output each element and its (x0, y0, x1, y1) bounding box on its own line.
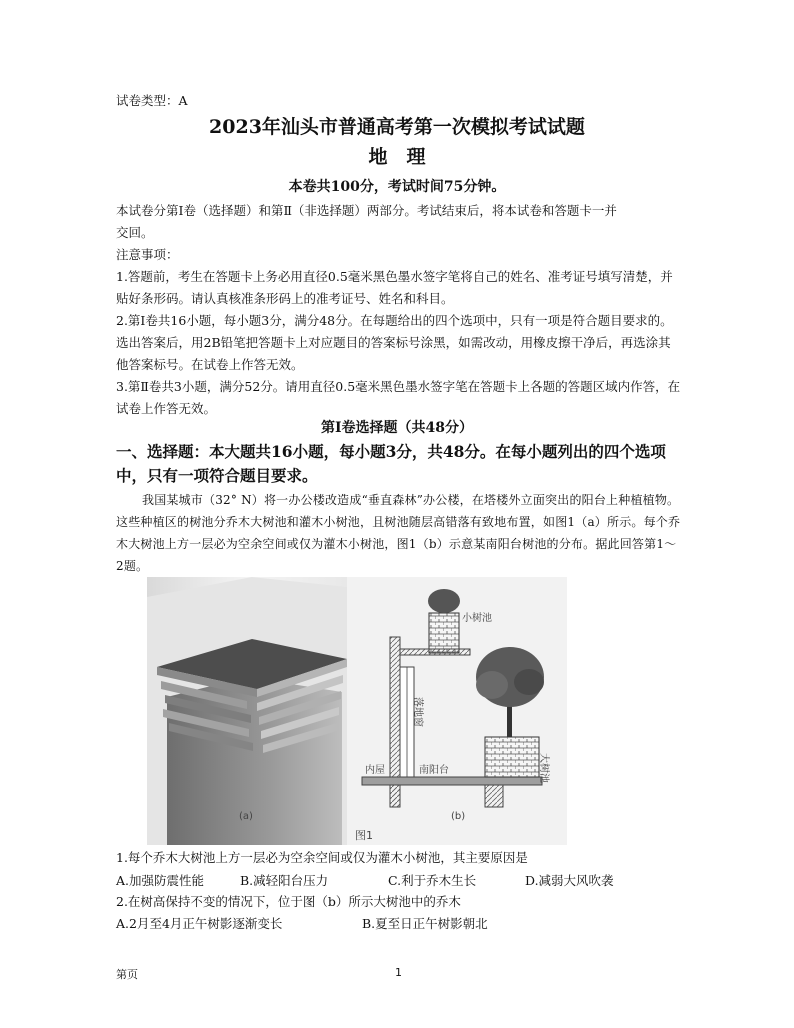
footer-left: 第页 (116, 968, 138, 981)
label-south-balcony: 南阳台 (419, 765, 449, 776)
intro-line-2: 交回。 (116, 225, 154, 240)
section-diagram (362, 589, 551, 822)
question-1-option-d: D.减弱大风吹袭 (525, 873, 614, 888)
figure-label-b: (b) (451, 811, 466, 822)
label-floor-window: 落地窗 (412, 697, 423, 727)
part1-heading: 第Ⅰ卷选择题（共48分） (320, 420, 474, 436)
notice-item-1: 1.答题前，考生在答题卡上务必用直径0.5毫米黑色墨水签字笔将自己的姓名、准考证号填写清楚，并贴好条形码。请认真核准条形码上的准考证号、姓名和科目。 (116, 269, 673, 306)
question-1-option-b: B.减轻阳台压力 (240, 873, 329, 888)
label-big-pool: 大树池 (538, 753, 549, 783)
exam-title: 2023年汕头市普通高考第一次模拟考试试题 (209, 116, 585, 138)
section-instructions: 一、选择题：本大题共16小题，每小题3分，共48分。在每小题列出的四个选项中，只有一项符合题目要求。 (116, 442, 666, 485)
question-1-option-a: A.加强防震性能 (116, 873, 205, 888)
question-1-stem: 1.每个乔木大树池上方一层必为空余空间或仅为灌木小树池，其主要原因是 (116, 850, 528, 865)
figure-label-a: (a) (239, 811, 253, 822)
figure-1-illustration (147, 577, 567, 845)
question-2-option-a: A.2月至4月正午树影逐渐变长 (116, 916, 283, 931)
label-inner-room: 内屋 (365, 765, 385, 776)
question-2-stem: 2.在树高保持不变的情况下，位于图（b）所示大树池中的乔木 (116, 894, 461, 909)
paper-type: 试卷类型：A (116, 93, 188, 108)
intro-line-1: 本试卷分第Ⅰ卷（选择题）和第Ⅱ（非选择题）两部分。考试结束后，将本试卷和答题卡一并 (116, 203, 617, 218)
notice-title: 注意事项： (116, 247, 179, 262)
label-small-pool: 小树池 (462, 613, 492, 624)
tower-illustration (147, 577, 347, 845)
subject-title: 地 理 (368, 146, 426, 168)
question-2-option-b: B.夏至日正午树影朝北 (362, 916, 488, 931)
page-number: 1 (395, 966, 402, 979)
notice-item-3: 3.第Ⅱ卷共3小题，满分52分。请用直径0.5毫米黑色墨水签字笔在答题卡上各题的答题区域内作答，在试卷上作答无效。 (116, 379, 681, 416)
notice-item-2: 2.第Ⅰ卷共16小题，每小题3分，满分48分。在每题给出的四个选项中，只有一项是符合题目要求的。选出答案后，用2B铅笔把答题卡上对应题目的答案标号涂黑，如需改动，用橡皮擦干净后，再选涂其他答案标号。在试卷上作答无效。 (116, 313, 673, 372)
question-1-option-c: C.利于乔木生长 (388, 873, 477, 888)
passage: 我国某城市（32° N）将一办公楼改造成“垂直森林”办公楼，在塔楼外立面突出的阳台上种植植物。这些种植区的树池分乔木大树池和灌木小树池，且树池随层高错落有致地布置，如图1（a）所示。每个乔木大树池上方一层必为空余空间或仅为灌木小树池，图1（b）示意某南阳台树池的分布。据此回答第1～2题。 (116, 493, 681, 573)
score-time: 本卷共100分，考试时间75分钟。 (288, 179, 506, 195)
figure-caption: 图1 (355, 829, 373, 842)
figure-1 (147, 577, 567, 845)
